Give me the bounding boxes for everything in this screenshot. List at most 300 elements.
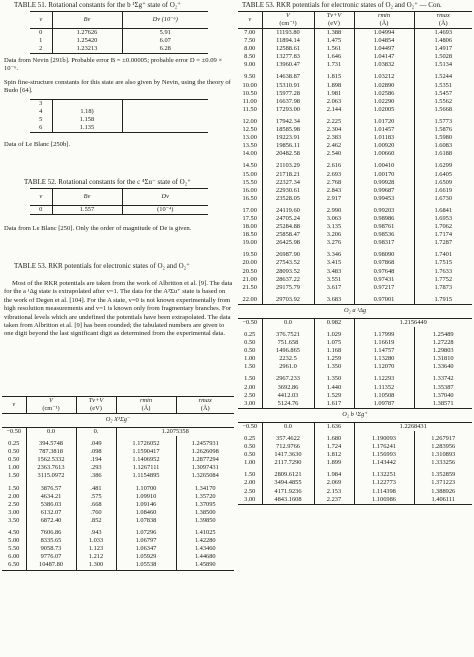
t53r-cell: 3.683	[314, 296, 354, 305]
t53r-header-tv: Tv+V (eV)	[314, 12, 354, 29]
t53r-cell: 1.6299	[434, 162, 453, 170]
t53l-cell: 1.033	[76, 537, 116, 545]
t53r-row	[238, 53, 472, 61]
t53b-cell: 2.069	[314, 479, 354, 487]
t53r-cell: 1.561	[314, 45, 354, 53]
t53b-cell: 1.50	[238, 471, 262, 479]
t53r-cell: 25858.47	[262, 231, 314, 239]
t53l-cell: 1.1590417	[116, 448, 176, 456]
t53r-cell: 3.206	[314, 231, 354, 239]
t53l-cell: 3115.0972	[26, 472, 76, 480]
t53b-row	[238, 471, 472, 479]
t53b-cell: 3494.4855	[262, 479, 314, 487]
t53r-cell: 2.917	[314, 195, 354, 203]
t53l-header-V: V (cm⁻¹)	[26, 397, 76, 414]
t53r-row	[238, 82, 472, 90]
t53r-cell: 21718.21	[262, 171, 314, 179]
t53l-cell: .668	[76, 501, 116, 509]
t53l-cell: 1.1154895	[116, 472, 176, 480]
t53b-cell: 4171.9236	[262, 488, 314, 496]
t53r-cell: 12588.61	[262, 45, 314, 53]
t53l-row	[2, 493, 234, 501]
t53a-body	[238, 318, 472, 408]
t53l-cell: 1.38500	[194, 508, 216, 516]
t53r-cell: 0.97217	[354, 284, 414, 292]
t53a-row	[238, 400, 472, 409]
t53r-cell: 1.04854	[354, 37, 414, 45]
t53l-cell: 1.43460	[194, 545, 216, 553]
t52-row	[30, 206, 208, 215]
t53r-row	[238, 284, 472, 292]
t53b-cell: 2.237	[314, 496, 354, 505]
t53r-row	[238, 215, 472, 223]
t53l-cell: 6132.07	[26, 509, 76, 517]
t53r-cell: 1.04994	[354, 29, 414, 38]
t53b-cell: 2809.6121	[262, 471, 314, 479]
t53r-row	[238, 126, 472, 134]
t53a-cell: 1.38571	[432, 399, 454, 407]
t53r-cell: 16.00	[238, 187, 262, 195]
t53l-cell: 1562.5332	[26, 456, 76, 464]
t53r-cell: 0.99687	[354, 187, 414, 195]
table-51-spin-source: Data of Le Blanc [250b].	[4, 141, 71, 148]
t53l-cell: 6872.40	[26, 517, 76, 525]
t53l-cell: 1.50	[2, 472, 26, 480]
t51-spin-cell	[122, 124, 208, 133]
table-52-caption: TABLE 52. Rotational constants for the c ⁴Σu⁻ state of O₂⁺	[24, 178, 191, 186]
t51-spin-cell: 1.158	[52, 116, 122, 124]
t53r-row	[238, 251, 472, 259]
t53r-row	[238, 276, 472, 284]
t53b-cell: 1417.3630	[262, 451, 314, 459]
t53b-cell: 1.283956	[431, 443, 456, 451]
t53r-cell: 17.00	[238, 207, 262, 215]
t53r-row	[238, 142, 472, 150]
t53r-cell: 2.843	[314, 187, 354, 195]
t53l-cell: 0.25	[2, 440, 26, 448]
t53r-cell: 12.00	[238, 118, 262, 126]
t53r-cell: 3.415	[314, 259, 354, 267]
t53a-cell: 0.50	[238, 339, 262, 347]
t53r-cell: 1.02890	[354, 82, 414, 90]
t53l-cell: 1.2626098	[191, 448, 219, 456]
t53l-cell: 394.5748	[26, 440, 76, 448]
t53l-header-v: v	[2, 397, 26, 414]
t53a-cell: 0.50	[238, 347, 262, 355]
table-53-intro: Most of the RKR potentials are taken from the work of Albritton et al. [9]. The data for the a ¹Δg state is extrapolated after v=1. The data for the A³Σu⁺ state is based on the work of Degen et al. [104]. For the A state, v=0 is not known experimentally from high resolution measurements and v=1 is known only from fragmentary branches. For vibrational levels which are undefined the potentials have been extrapolated. The data taken from Albritton et al. [9] has been rounded; the tabulated numbers are given to one digit beyond the last significant digit as determined from the experimental data.	[4, 280, 233, 338]
t53a-cell: 1.617	[314, 400, 354, 409]
t53b-row	[238, 443, 472, 451]
t53r-cell: 29703.92	[262, 296, 314, 305]
t53r-row	[238, 179, 472, 187]
t53b-cell: 1.00	[238, 459, 262, 467]
t53r-cell: 1.00920	[354, 142, 414, 150]
t53r-row	[238, 296, 472, 305]
t53r-cell: 0.98317	[354, 239, 414, 247]
t53r-cell: 1.5457	[434, 89, 453, 97]
t53r-cell: 1.731	[314, 61, 354, 69]
t53l-header-rmin: rmin (Å)	[116, 397, 176, 414]
t53r-cell: 0.97868	[354, 259, 414, 267]
t53r-cell: 14638.87	[262, 73, 314, 81]
t51-spin-body	[30, 100, 208, 133]
t53a-cell: 2961.0	[262, 363, 314, 371]
t53r-cell: 1.6083	[434, 142, 453, 150]
t53l-cell: .481	[76, 485, 116, 493]
t53b-cell: 712.9766	[262, 443, 314, 451]
t53r-cell: 1.6619	[434, 186, 453, 194]
t51-header-dv: Dv (10⁻⁶)	[122, 12, 208, 29]
t51-cell: 1	[30, 37, 52, 45]
t53r-cell: 1.5244	[434, 73, 453, 81]
t53b-cell: 1.724	[314, 443, 354, 451]
t53r-row	[238, 134, 472, 142]
t53r-cell: 10.00	[238, 82, 262, 90]
table-51-caption: TABLE 51. Rotational constants for the b ¹Σg⁺ state of O₂⁺	[14, 1, 181, 9]
t53r-cell: 1.01183	[354, 134, 414, 142]
t53r-cell: 0.97648	[354, 268, 414, 276]
t53r-cell: 1.5028	[434, 53, 453, 61]
t53b-cell: 1.143442	[354, 459, 414, 467]
t53r-cell: 13960.47	[262, 61, 314, 69]
t53r-cell: 19.50	[238, 251, 262, 259]
t53r-cell: 22327.34	[262, 179, 314, 187]
t51-spin-row	[30, 124, 208, 133]
t53r-cell: 9.50	[238, 73, 262, 81]
t52-header-v: v	[30, 189, 52, 206]
t53r-row	[238, 231, 472, 239]
t53b-row	[238, 488, 472, 496]
t53r-cell: 18585.98	[262, 126, 314, 134]
t53r-cell: 0.98536	[354, 231, 414, 239]
t51-cell: 1.25420	[52, 37, 122, 45]
t53a-cell: 3.00	[238, 400, 262, 409]
t53a-cell: 1.29803	[432, 347, 454, 355]
t53b-cell: 2.50	[238, 488, 262, 496]
t53r-row	[238, 187, 472, 195]
t53r-row	[238, 171, 472, 179]
t53r-cell: 1.7633	[434, 267, 453, 275]
t53r-cell: 1.5668	[434, 105, 453, 113]
t53l-cell: .293	[76, 464, 116, 472]
t53r-b-state-band: O₂ b ¹Σg⁺	[238, 408, 472, 422]
t53a-cell: 1.10508	[354, 392, 414, 400]
t53a-cell: 1.31810	[432, 355, 454, 363]
t53a-cell: 4412.03	[262, 392, 314, 400]
t53b-cell: 1.176241	[354, 443, 414, 451]
t53r-cell: 3.063	[314, 215, 354, 223]
t51-cell: 6.28	[159, 45, 171, 53]
t53r-body	[238, 29, 472, 305]
t53b-row	[238, 459, 472, 467]
t53r-cell: 7.00	[238, 29, 262, 38]
t53l-row	[2, 509, 234, 517]
t53b-cell: 1.680	[314, 435, 354, 443]
t53r-cell: 1.5134	[434, 61, 453, 69]
t51-row	[30, 37, 208, 45]
t53r-cell: 13277.83	[262, 53, 314, 61]
t53b-cell: 2.00	[238, 479, 262, 487]
t53b-cell: 1.406111	[431, 495, 455, 503]
t53l-cell: 1.10700	[116, 485, 176, 493]
t53b-cell: 1.310893	[431, 451, 456, 459]
t53a-cell: 0.25	[238, 331, 262, 339]
t53r-cell: 2.990	[314, 207, 354, 215]
t53r-cell: 2.540	[314, 150, 354, 158]
t53r-cell: 1.5773	[434, 117, 453, 125]
t53r-cell: 1.388	[314, 29, 354, 38]
t53a-cell: 1.33640	[432, 363, 454, 371]
t53r-cell: 2.383	[314, 134, 354, 142]
t51-cell: 1.23213	[52, 45, 122, 54]
t53l-cell: 9058.73	[26, 545, 76, 553]
t53l-cell: 0.0	[26, 428, 76, 437]
t53r-row	[238, 90, 472, 98]
t53a-cell: 1.529	[314, 392, 354, 400]
t53r-cell: 11894.14	[262, 37, 314, 45]
t53l-cell: 1.41025	[194, 529, 216, 537]
t53l-cell: 1.123	[76, 545, 116, 553]
t53r-cell: 16.50	[238, 195, 262, 203]
t53r-row	[238, 118, 472, 126]
t53r-cell: 10.50	[238, 90, 262, 98]
t53l-cell: 787.3818	[26, 448, 76, 456]
t53l-cell: 1.3265084	[191, 472, 219, 480]
t53r-cell: 2.144	[314, 106, 354, 114]
t53l-cell: .575	[76, 493, 116, 501]
t53r-cell: 21.00	[238, 276, 262, 284]
t53a-cell: 1.50	[238, 363, 262, 371]
t53r-cell: 1.6188	[434, 150, 453, 158]
t53a-cell: 1.075	[314, 339, 354, 347]
t53a-cell: 1.440	[314, 384, 354, 392]
t53a-cell: 1.17999	[354, 331, 414, 339]
t51-spin-cell: 6	[30, 124, 52, 133]
t53l-cell: 1.05929	[116, 553, 176, 561]
t53a-cell: 1.27228	[432, 339, 454, 347]
t52-header-bv: Bv	[52, 189, 122, 206]
t53r-cell: 3.483	[314, 268, 354, 276]
t53r-cell: 0.98986	[354, 215, 414, 223]
t53a-cell: 3692.86	[262, 384, 314, 392]
t53l-body	[2, 428, 234, 571]
t53l-header-rmax: rmax (Å)	[176, 397, 234, 414]
t53l-row	[2, 501, 234, 509]
table-52-note: Data from Le Blanc [250]. Only the order of magnitude of De is given.	[4, 225, 192, 232]
t53r-cell: 14.50	[238, 162, 262, 170]
t53r-cell: 1.646	[314, 53, 354, 61]
t53b-cell: 1.190093	[354, 435, 414, 443]
t53l-cell: 4.50	[2, 529, 26, 537]
t53r-cell: 28093.52	[262, 268, 314, 276]
t53r-cell: 26987.90	[262, 251, 314, 259]
t53r-row	[238, 106, 472, 114]
t53a-cell: 2967.233	[262, 375, 314, 383]
t51-spin-cell	[122, 116, 208, 124]
t53a-cell: 2232.5	[262, 355, 314, 363]
t53r-cell: 1.6953	[434, 214, 453, 222]
t51-header-v: v	[30, 12, 52, 29]
t53a-cell: 1.12293	[354, 375, 414, 383]
t53l-cell: 1.1406952	[116, 456, 176, 464]
t53l-cell: 1.37095	[194, 500, 216, 508]
t53r-cell: 3.135	[314, 223, 354, 231]
table-52	[30, 188, 208, 215]
t51-spin-cell	[122, 108, 208, 116]
t53r-cell: 12.50	[238, 126, 262, 134]
table-51-note: Data from Nevin [291b]. Probable error B = ±0.00005; probable error D = ±0.09 × 10⁻⁶.	[4, 57, 223, 73]
t53l-row	[2, 553, 234, 561]
t53a-cell: 1.11352	[354, 384, 414, 392]
t53l-cell: 0.	[76, 428, 116, 437]
t53l-cell: 1.35720	[194, 492, 216, 500]
t53a-cell: 1.12070	[354, 363, 414, 371]
t53b-row	[238, 422, 472, 431]
t51-spin-cell: 3	[30, 100, 52, 109]
t53b-cell: 1.132251	[354, 471, 414, 479]
t53l-row	[2, 456, 234, 464]
t53r-cell: 24705.24	[262, 215, 314, 223]
t53a-row	[238, 375, 472, 383]
t53r-cell: 1.00170	[354, 171, 414, 179]
t53r-cell: 15310.91	[262, 82, 314, 90]
t51-cell: 0	[30, 29, 52, 38]
t53l-cell: 5386.03	[26, 501, 76, 509]
t53l-row	[2, 472, 234, 480]
t53r-cell: 1.7752	[434, 275, 453, 283]
t53a-cell: 1.25489	[432, 331, 454, 338]
t53l-cell: .386	[76, 472, 116, 480]
t53l-cell: .049	[76, 440, 116, 448]
table-53-cont	[238, 11, 472, 505]
t53a-row	[238, 392, 472, 400]
t53l-header-tv: Tv+V (eV)	[76, 397, 116, 414]
t53b-cell: 1.156993	[354, 451, 414, 459]
t53r-cell: 24119.60	[262, 207, 314, 215]
t51-cell: 5.91	[159, 29, 171, 36]
t53a-cell: 1.37040	[432, 391, 454, 399]
t53r-row	[238, 29, 472, 38]
t53r-cell: 17.50	[238, 215, 262, 223]
t53r-header-rmin: rmin (Å)	[354, 12, 414, 29]
t53r-cell: 1.6730	[434, 194, 453, 202]
t53r-cell: 17942.34	[262, 118, 314, 126]
table-51	[30, 11, 208, 54]
t53r-row	[238, 207, 472, 215]
t53r-row	[238, 45, 472, 53]
t53r-cell: 14.00	[238, 150, 262, 158]
t53r-cell: 1.01457	[354, 126, 414, 134]
t53r-cell: 18.50	[238, 231, 262, 239]
t53r-cell: 1.475	[314, 37, 354, 45]
t53l-cell: 3.00	[2, 509, 26, 517]
t53r-row	[238, 195, 472, 203]
t53l-cell: .760	[76, 509, 116, 517]
t53l-cell: 1.07838	[116, 517, 176, 525]
t53r-cell: 19.00	[238, 239, 262, 247]
t53r-cell: 0.99203	[354, 207, 414, 215]
t53a-cell: 1.350	[314, 375, 354, 383]
t53r-header-v: v	[238, 12, 262, 29]
t53r-row	[238, 37, 472, 45]
t53l-row	[2, 517, 234, 525]
t53l-cell: 1.45890	[194, 561, 216, 569]
t53a-cell: 2.50	[238, 392, 262, 400]
t53r-cell: 15.00	[238, 171, 262, 179]
t53b-cell: 0.25	[238, 435, 262, 443]
t53r-header-V: V (cm⁻¹)	[262, 12, 314, 29]
t53a-cell: 0.0	[262, 318, 314, 327]
t53r-cell: 3.617	[314, 284, 354, 292]
t53r-cell: 28637.22	[262, 276, 314, 284]
t53r-cell: 1.02005	[354, 106, 414, 114]
t53a-cell: 1.259	[314, 355, 354, 363]
t53a-cell: 1.09787	[354, 400, 414, 409]
t53a-cell: 1.16619	[354, 339, 414, 347]
t53r-cell: 2.693	[314, 171, 354, 179]
t53r-row	[238, 268, 472, 276]
t53r-cell: 11193.80	[262, 29, 314, 38]
t53l-cell: .098	[76, 448, 116, 456]
t53l-cell: 1.09146	[116, 501, 176, 509]
table-53-caption-left: TABLE 53. RKR potentials for electronic states of O₂ and O₂⁺	[14, 262, 190, 270]
t53l-cell: .852	[76, 517, 116, 525]
t53b-cell: 1.636	[314, 422, 354, 431]
t53r-cell: 1.6841	[434, 206, 453, 214]
t53l-cell: 1.2877294	[191, 456, 219, 464]
t53a-row	[238, 331, 472, 339]
t53l-cell: 1.09910	[116, 493, 176, 501]
t53l-cell: 1.39850	[194, 516, 216, 524]
t53r-cell: 1.7515	[434, 259, 453, 267]
t53l-state-band: O₂ X³Σg⁻	[2, 414, 234, 428]
t53r-cell: 2.063	[314, 98, 354, 106]
t53b-cell: 0.50	[238, 451, 262, 459]
t53b-cell: 1.114398	[354, 488, 414, 496]
t53l-cell: 7606.86	[26, 529, 76, 537]
t53l-cell: 2363.7613	[26, 464, 76, 472]
t53l-cell: 10487.80	[26, 561, 76, 570]
t53r-cell: 17293.00	[262, 106, 314, 114]
t53l-row	[2, 428, 234, 437]
t53b-cell: 0.0	[262, 422, 314, 431]
t53r-cell: 11.50	[238, 106, 262, 114]
table-51-spin-note: Spin fine-structure constants for this state are also given by Nevin, using the theory of Budo [64].	[4, 79, 231, 95]
t53r-cell: 1.04497	[354, 45, 414, 53]
t53r-cell: 18.00	[238, 223, 262, 231]
t53r-cell: 1.04147	[354, 53, 414, 61]
t53r-cell: 16637.98	[262, 98, 314, 106]
table-53-x-state	[2, 396, 234, 571]
t53r-cell: 13.50	[238, 142, 262, 150]
t53r-cell: 2.304	[314, 126, 354, 134]
t53r-cell: 20.50	[238, 268, 262, 276]
t53r-cell: 1.02586	[354, 90, 414, 98]
t53b-cell: 1.371223	[431, 479, 456, 487]
t53l-cell: 1.06347	[116, 545, 176, 553]
t53l-cell: 1.2075358	[161, 428, 189, 435]
t53l-cell: 1.08460	[116, 509, 176, 517]
t53b-cell: 1.2268431	[399, 422, 427, 430]
t53a-row	[238, 318, 472, 327]
t51-body	[30, 29, 208, 54]
t53a-row	[238, 363, 472, 371]
t53r-cell: 21103.29	[262, 162, 314, 170]
t51-spin-cell: 1.18)	[52, 108, 122, 116]
t53r-cell: 1.00410	[354, 162, 414, 170]
t53l-cell: .943	[76, 529, 116, 537]
t53a-cell: 1.33742	[432, 375, 454, 383]
